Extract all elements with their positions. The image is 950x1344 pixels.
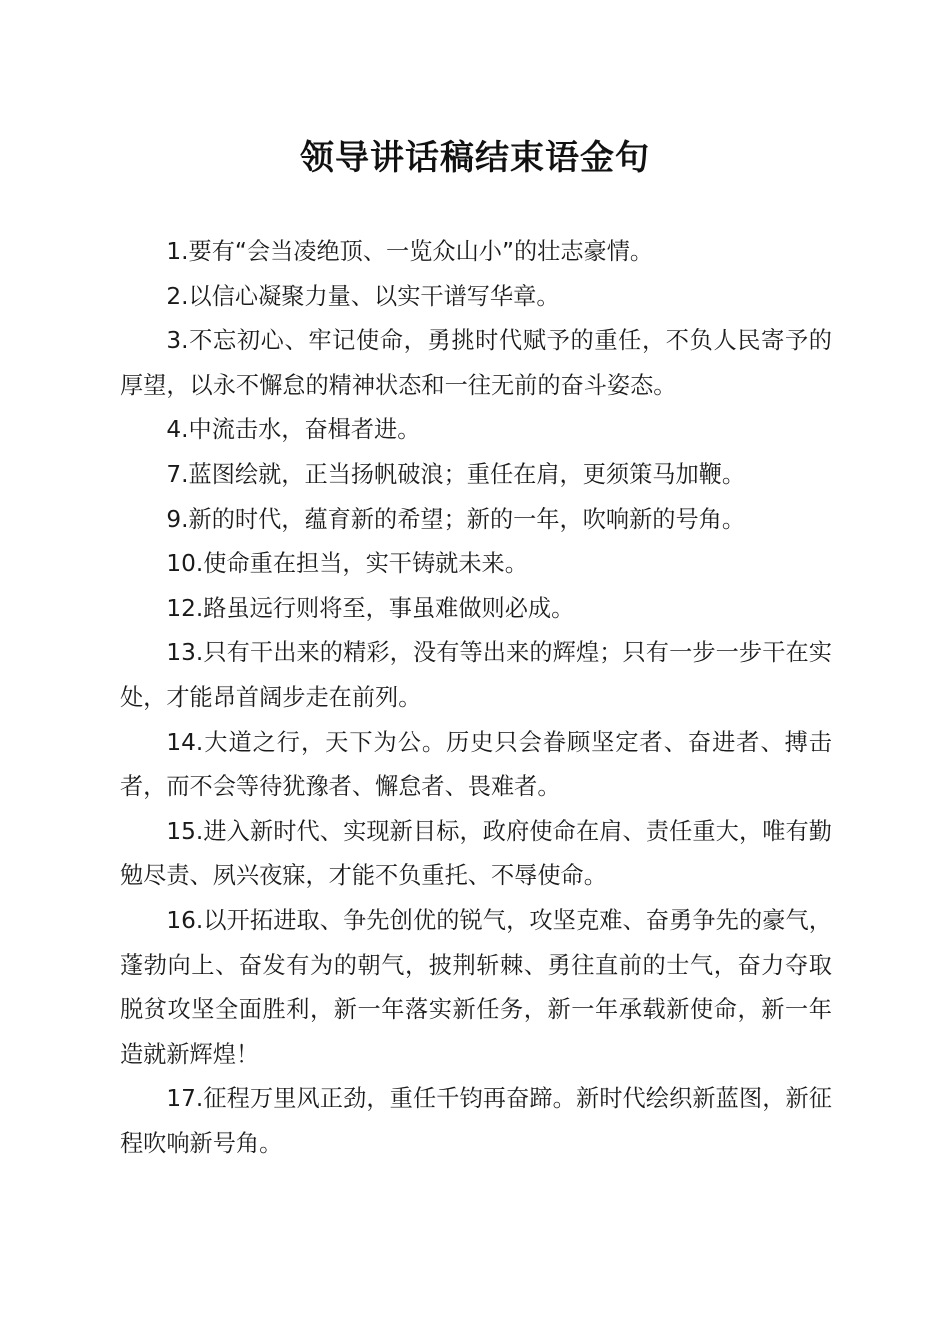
document-title: 领导讲话稿结束语金句 [300,138,650,178]
list-item: 10.使命重在担当，实干铸就未来。 [166,550,528,578]
list-item: 7.蓝图绘就，正当扬帆破浪；重任在肩，更须策马加鞭。 [166,460,746,488]
list-item: 3.不忘初心、牢记使命，勇挑时代赋予的重任，不负人民寄予的厚望，以永不懈怠的精神状态和一往无前的奋斗姿态。 [120,327,832,399]
list-item: 2.以信心凝聚力量、以实干谱写华章。 [166,282,560,310]
list-item: 1.要有“会当凌绝顶、一览众山小”的壮志豪情。 [166,238,654,265]
list-item: 9.新的时代，蕴育新的希望；新的一年，吹响新的号角。 [166,505,746,533]
list-item: 14.大道之行，天下为公。历史只会眷顾坚定者、奋进者、搏击者，而不会等待犹豫者、懈怠者、畏难者。 [120,728,832,801]
list-item: 16.以开拓进取、争先创优的锐气，攻坚克难、奋勇争先的豪气，蓬勃向上、奋发有为的朝气，披荆斩棘、勇往直前的士气，奋力夺取脱贫攻坚全面胜利，新一年落实新任务，新一年承载新使命，新一年造就新辉煌！ [120,906,832,1068]
list-item: 15.进入新时代、实现新目标，政府使命在肩、责任重大，唯有勤勉尽责、夙兴夜寐，才能不负重托、不辱使命。 [120,817,832,890]
quote-list [120,230,832,1166]
list-item: 12.路虽远行则将至，事虽难做则必成。 [166,594,575,622]
list-item: 17.征程万里风正劲，重任千钧再奋蹄。新时代绘织新蓝图，新征程吹响新号角。 [120,1085,832,1157]
list-item: 13.只有干出来的精彩，没有等出来的辉煌；只有一步一步干在实处，才能昂首阔步走在前列。 [120,639,832,711]
list-item: 4.中流击水，奋楫者进。 [166,416,421,444]
